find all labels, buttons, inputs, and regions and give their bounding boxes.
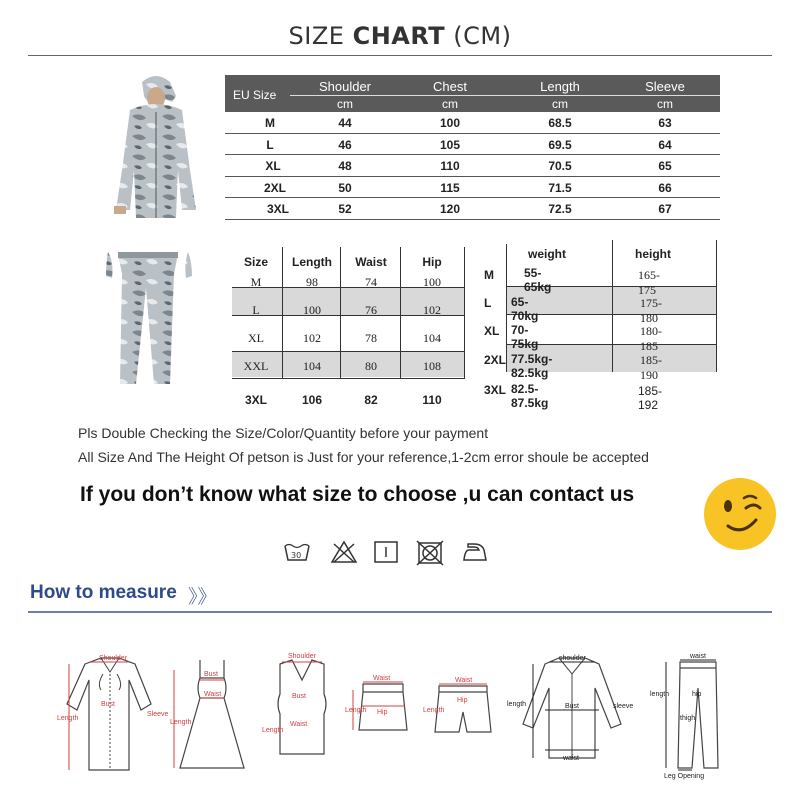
- header-length: Length cm: [540, 79, 580, 111]
- hoodie-photo: [100, 72, 210, 222]
- svg-text:waist: waist: [690, 653, 706, 660]
- svg-text:Leg Opening: Leg Opening: [664, 773, 705, 780]
- svg-text:Bust: Bust: [204, 671, 219, 678]
- measure-divider: [28, 611, 772, 613]
- svg-text:Hip: Hip: [377, 709, 388, 716]
- svg-text:thigh: thigh: [680, 715, 696, 722]
- no-bleach-icon: [330, 540, 358, 564]
- wink-emoji-icon: [702, 476, 778, 552]
- svg-text:Length: Length: [345, 707, 367, 714]
- top-size-table: [225, 75, 720, 220]
- how-to-measure-heading: How to measure: [30, 582, 177, 603]
- svg-text:waist: waist: [563, 755, 579, 762]
- svg-text:Sleeve: Sleeve: [147, 711, 169, 718]
- wash-30-icon: [283, 540, 311, 564]
- svg-text:Length: Length: [170, 719, 192, 726]
- jacket-diagram: [505, 650, 640, 780]
- tumble-dry-icon: [373, 540, 399, 564]
- svg-text:Length: Length: [57, 715, 79, 722]
- svg-text:Bust: Bust: [292, 693, 307, 700]
- page-title: SIZE CHART (CM): [288, 22, 512, 50]
- pants-diagram: [650, 650, 740, 785]
- table-row: L 46 105 69.5 64: [225, 134, 720, 156]
- svg-text:length: length: [650, 691, 670, 698]
- note-reference: All Size And The Height Of petson is Just for your reference,1-2cm error shoule be accepted: [78, 449, 649, 465]
- svg-text:sleeve: sleeve: [613, 703, 634, 710]
- svg-text:Shoulder: Shoulder: [99, 655, 128, 662]
- svg-text:shoulder: shoulder: [559, 655, 586, 662]
- iron-icon: [460, 540, 490, 564]
- table-row: 2XL 50 115 71.5 66: [225, 177, 720, 199]
- header-sleeve: Sleeve cm: [645, 79, 685, 111]
- table-row: M 44 100 68.5 63: [225, 112, 720, 134]
- skirt-diagram: [345, 650, 420, 780]
- table-row: 3XL 52 120 72.5 67: [225, 198, 720, 220]
- wash-temp-label: 30: [291, 551, 302, 560]
- title-divider: [28, 55, 772, 56]
- svg-text:length: length: [507, 701, 527, 708]
- svg-text:Length: Length: [262, 727, 284, 734]
- top-diagram: [262, 650, 342, 780]
- table-row: XL 48 110 70.5 65: [225, 155, 720, 177]
- svg-text:Hip: Hip: [457, 697, 468, 704]
- svg-text:Waist: Waist: [455, 677, 473, 684]
- svg-text:Bust: Bust: [101, 701, 116, 708]
- no-tumble-dry-icon: [416, 540, 444, 566]
- svg-text:hip: hip: [692, 691, 702, 698]
- svg-text:Length: Length: [423, 707, 445, 714]
- shorts-diagram: [425, 650, 500, 780]
- eu-size-header: EU Size: [233, 88, 277, 102]
- shirt-diagram: [55, 650, 169, 780]
- svg-text:Waist: Waist: [290, 721, 308, 728]
- top-table-header: [225, 75, 720, 112]
- header-chest: Chest cm: [433, 79, 467, 111]
- svg-text:Bust: Bust: [565, 703, 580, 710]
- dress-diagram: [170, 650, 255, 780]
- header-shoulder: Shoulder cm: [318, 79, 372, 111]
- pants-photo: [100, 248, 210, 388]
- chevron-right-icon: 》》: [188, 586, 217, 608]
- svg-text:Waist: Waist: [373, 675, 391, 682]
- svg-text:Shoulder: Shoulder: [288, 653, 317, 660]
- contact-line: If you don’t know what size to choose ,u can contact us: [80, 483, 635, 506]
- note-double-check: Pls Double Checking the Size/Color/Quantity before your payment: [78, 425, 489, 441]
- svg-text:Waist: Waist: [204, 691, 222, 698]
